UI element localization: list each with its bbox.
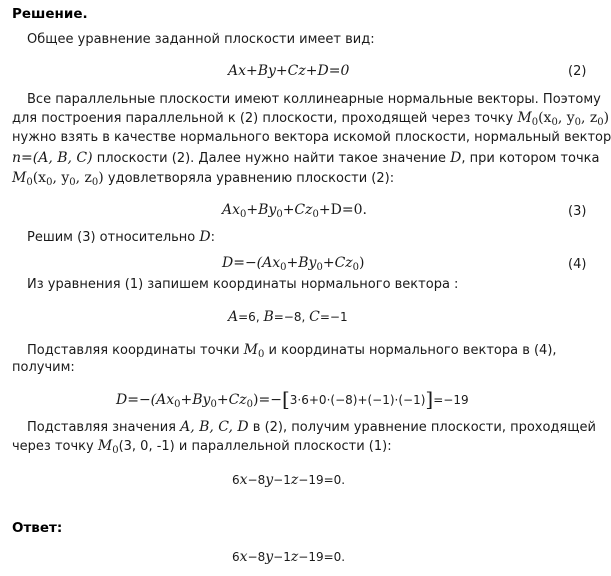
sub: 0 <box>316 262 323 273</box>
right-bracket: ] <box>425 387 434 411</box>
sub: 0 <box>280 262 287 273</box>
term: +Cz <box>216 392 247 408</box>
equation-5 <box>116 387 469 411</box>
equation-2-number: (2) <box>568 64 587 79</box>
sub: 0 <box>112 445 119 456</box>
point-m0 <box>12 170 104 186</box>
paragraph-line-4 <box>12 150 600 166</box>
d-var: D <box>199 229 211 245</box>
sub: 0 <box>312 209 319 220</box>
term: +Cz <box>322 255 353 271</box>
tail: −19=0. <box>298 550 346 564</box>
coef: 6 <box>232 473 240 487</box>
a-var: A <box>228 309 239 325</box>
paragraph-substitute <box>27 341 557 360</box>
text: удовлетворяла уравнению плоскости (2): <box>103 171 395 186</box>
equation-3 <box>222 202 367 218</box>
z-var: z <box>290 549 299 565</box>
coef: −1 <box>273 550 291 564</box>
text: Подставляя значения <box>27 420 181 435</box>
sub: 0 <box>246 399 254 410</box>
value: =6, <box>238 310 264 324</box>
term: +Cz <box>282 202 313 218</box>
point-m0 <box>517 110 609 126</box>
z-var: , z <box>75 170 92 186</box>
term: D=−(Ax <box>222 255 281 271</box>
y-var: y <box>265 472 274 488</box>
sub: 0 <box>531 117 539 128</box>
computation: 3·6+0·(−8)+(−1)·(−1) <box>289 393 426 407</box>
text: и координаты нормального вектора в (4), <box>264 343 557 358</box>
paragraph-intro: Общее уравнение заданной плоскости имеет вид: <box>27 32 375 47</box>
paragraph-solve <box>27 228 215 247</box>
paragraph-line-2-text: для построения параллельной к (2) плоскости, проходящей через точку <box>12 111 518 126</box>
text: Решим (3) относительно <box>27 230 200 245</box>
sub: 0 <box>597 117 604 128</box>
equation-answer <box>232 549 345 565</box>
equation-result <box>232 472 345 488</box>
equation-4 <box>222 255 365 271</box>
paragraph-line-3: нужно взять в качестве нормального вектора искомой плоскости, нормальный вектор <box>12 130 611 145</box>
z-var: z <box>290 472 299 488</box>
term: ) <box>359 255 365 271</box>
value: =−8, <box>273 310 310 324</box>
sub: 0 <box>352 262 360 273</box>
term: Ax <box>222 202 241 218</box>
c-var: C <box>309 309 320 325</box>
y-var: , y <box>52 170 70 186</box>
term: +By <box>286 255 317 271</box>
term: +By <box>246 202 277 218</box>
sub: 0 <box>26 177 33 188</box>
x-var: (x <box>538 110 552 126</box>
term: +D=0. <box>318 202 367 218</box>
paragraph-line-5 <box>12 170 394 186</box>
value: =−1 <box>319 310 348 324</box>
coef: −8 <box>247 473 266 487</box>
answer-heading: Ответ: <box>12 520 63 536</box>
paren: ) <box>98 170 104 186</box>
variables: A, B, C, D <box>180 419 249 435</box>
sub: 0 <box>174 399 181 410</box>
x-var: x <box>239 549 248 565</box>
equation-2 <box>228 63 349 79</box>
text: в (2), получим уравнение плоскости, проходящей <box>248 420 596 435</box>
sub: 0 <box>574 117 581 128</box>
x-var: x <box>239 472 248 488</box>
result: =−19 <box>433 393 469 407</box>
m-var: M <box>517 110 532 126</box>
text: , при котором точка <box>461 151 600 166</box>
point-m0 <box>244 342 265 358</box>
equation-3-number: (3) <box>568 204 587 219</box>
sub: 0 <box>240 209 247 220</box>
sub: 0 <box>91 177 99 188</box>
text: (3, 0, -1) и параллельной плоскости (1): <box>118 439 392 454</box>
text: Подставляя координаты точки <box>27 343 244 358</box>
text: через точку <box>12 439 98 454</box>
normal-vector: n=(A, B, C) <box>12 150 93 166</box>
z-var: , z <box>581 110 598 126</box>
paren: ) <box>603 110 610 126</box>
paragraph-values <box>27 418 596 437</box>
paragraph-coords: Из уравнения (1) запишем координаты нормального вектора : <box>27 277 459 292</box>
paragraph-values-end <box>12 438 392 454</box>
text: плоскости (2). Далее нужно найти такое значение <box>92 151 451 166</box>
coef: −1 <box>273 473 291 487</box>
x-var: (x <box>32 170 47 186</box>
equation-2-text: Ax+By+Cz+D=0 <box>228 63 350 79</box>
sub: 0 <box>69 177 76 188</box>
m-var: M <box>97 438 113 454</box>
y-var: , y <box>557 110 575 126</box>
tail: −19=0. <box>298 473 346 487</box>
b-var: B <box>263 309 274 325</box>
coefficients <box>228 309 348 325</box>
sub: 0 <box>276 209 283 220</box>
sub: 0 <box>46 177 53 188</box>
point-m0 <box>98 438 119 454</box>
coef: 6 <box>232 550 240 564</box>
coef: −8 <box>247 550 266 564</box>
term: )=− <box>253 392 282 408</box>
d-var: D <box>450 150 462 166</box>
paragraph-line-1: Все параллельные плоскости имеют коллинеарные нормальные векторы. Поэтому <box>27 92 601 107</box>
sub: 0 <box>210 399 217 410</box>
m-var: M <box>12 170 27 186</box>
text: : <box>210 230 215 245</box>
paragraph-line-2 <box>12 110 609 126</box>
term: +By <box>180 392 211 408</box>
solution-heading: Решение. <box>12 6 88 22</box>
sub: 0 <box>258 349 265 360</box>
sub: 0 <box>551 117 558 128</box>
left-bracket: [ <box>281 387 290 411</box>
paragraph-substitute-end: получим: <box>12 360 75 375</box>
equation-4-number: (4) <box>568 257 587 272</box>
term: D=−(Ax <box>116 392 175 408</box>
y-var: y <box>265 549 274 565</box>
m-var: M <box>243 342 259 358</box>
